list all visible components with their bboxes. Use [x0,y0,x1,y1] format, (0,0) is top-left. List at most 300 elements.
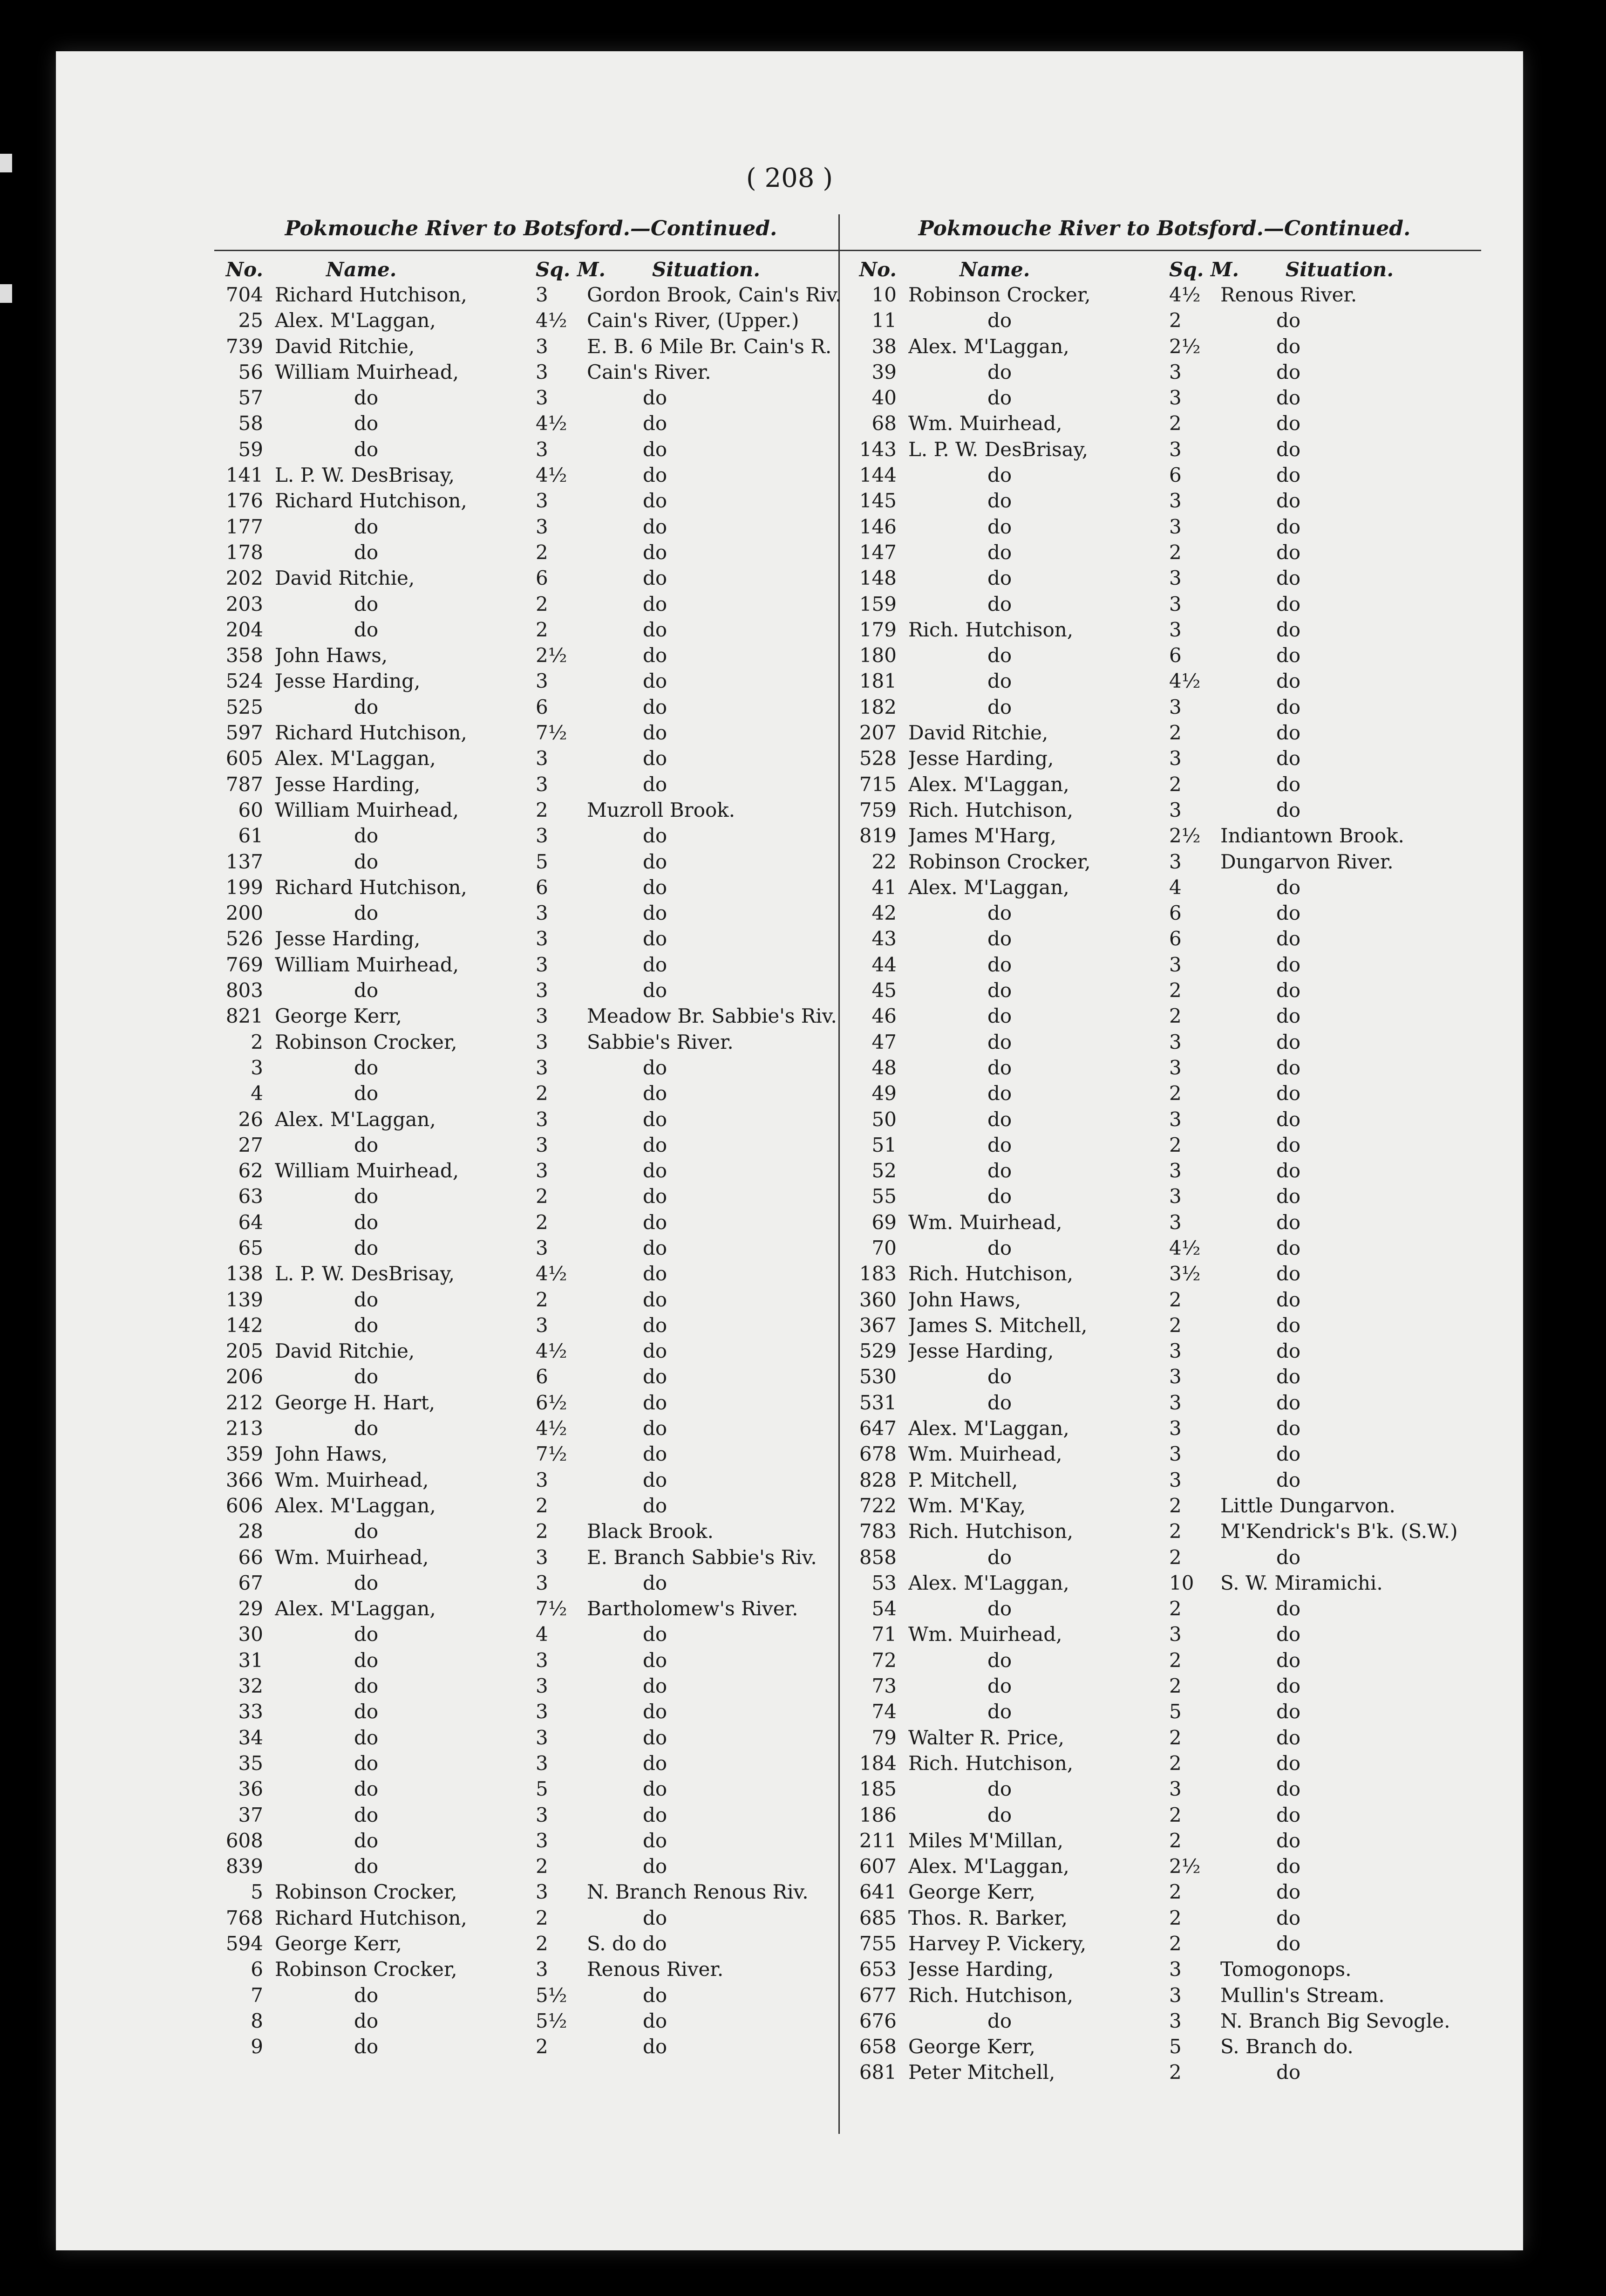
entry-name: Rich. Hutchison, [908,1983,1074,2007]
entry-name: do [987,1597,1012,1620]
table-row [848,1415,1481,1441]
entry-name: do [354,1082,379,1105]
entry-square-miles: 6 [1169,464,1182,487]
entry-number: 63 [238,1185,263,1208]
entry-square-miles: 2½ [536,644,567,667]
entry-situation: do [643,1365,667,1388]
table-row [214,308,848,333]
entry-square-miles: 3 [1169,437,1182,461]
entry-situation: do [643,540,667,564]
entry-name: Rich. Hutchison, [908,798,1074,821]
entry-number: 79 [871,1726,897,1749]
entry-name: Robinson Crocker, [908,283,1091,306]
entry-number: 31 [238,1648,263,1672]
table-row [848,1158,1481,1183]
entry-number: 203 [225,592,263,615]
entry-situation: do [1276,1726,1301,1749]
entry-situation: Renous River. [587,1958,724,1981]
entry-number: 38 [871,335,897,358]
entry-name: Peter Mitchell, [908,2061,1055,2084]
entry-number: 658 [859,2035,897,2058]
entry-name: do [987,1777,1012,1801]
entry-situation: do [643,721,667,745]
entry-name: Richard Hutchison, [275,283,467,306]
entry-number: 53 [871,1571,897,1594]
header-name: Name. [960,258,1030,281]
entry-square-miles: 3 [1169,1159,1182,1182]
entry-name: John Haws, [908,1288,1021,1311]
table-row [214,1802,848,1828]
entry-name: do [987,695,1012,718]
entry-square-miles: 3 [1169,1468,1182,1491]
entry-situation: N. Branch Renous Riv. [587,1880,809,1904]
entry-number: 27 [238,1133,263,1156]
entry-name: do [354,2009,379,2032]
entry-square-miles: 3 [536,1674,548,1698]
entry-situation: do [1276,695,1301,718]
entry-square-miles: 3 [536,283,548,306]
table-row [848,1596,1481,1621]
heading-rule [214,250,848,251]
entry-number: 677 [859,1983,897,2007]
entry-square-miles: 2 [536,1082,548,1105]
entry-name: do [987,1700,1012,1723]
table-row [848,1725,1481,1750]
entry-number: 524 [225,670,263,693]
entry-square-miles: 3 [536,489,548,512]
entry-situation: do [1276,1545,1301,1569]
entry-situation: do [1276,772,1301,796]
entry-square-miles: 3 [1169,592,1182,615]
entry-number: 74 [871,1700,897,1723]
entry-square-miles: 7½ [536,1597,567,1620]
table-row [214,745,848,771]
entry-situation: do [1276,1056,1301,1079]
entry-square-miles: 6 [536,695,548,718]
table-row [848,668,1481,694]
header-situation: Situation. [1286,258,1394,281]
entry-square-miles: 5½ [536,1983,567,2007]
entry-name: do [987,309,1012,332]
table-row [848,952,1481,977]
table-row [214,1879,848,1905]
entry-number: 52 [871,1159,897,1182]
table-row [214,1364,848,1389]
entry-number: 821 [225,1004,263,1028]
table-row [848,1390,1481,1415]
entry-situation: M'Kendrick's B'k. (S.W.) [1220,1520,1458,1543]
table-row [848,437,1481,462]
entry-name: Alex. M'Laggan, [908,1417,1069,1440]
entry-number: 715 [859,772,897,796]
entry-square-miles: 6 [1169,902,1182,925]
entry-square-miles: 3 [536,1726,548,1749]
entry-square-miles: 3 [536,1880,548,1904]
entry-name: do [354,824,379,847]
entry-situation: do [1276,309,1301,332]
entry-name: do [987,1803,1012,1826]
table-row [214,591,848,617]
entry-situation: do [1276,437,1301,461]
entry-square-miles: 2 [536,1932,548,1955]
entry-situation: do [1276,1288,1301,1311]
table-row [214,1596,848,1621]
entry-name: Wm. Muirhead, [908,1623,1062,1646]
entry-square-miles: 2 [1169,2061,1182,2084]
entry-name: do [987,1185,1012,1208]
entry-number: 50 [871,1107,897,1131]
table-row [848,823,1481,848]
entry-situation: N. Branch Big Sevogle. [1220,2009,1450,2032]
table-row [214,2034,848,2059]
entry-situation: Sabbie's River. [587,1030,734,1053]
entry-name: do [354,1365,379,1388]
table-row [214,1828,848,1853]
entry-name: do [354,1133,379,1156]
entry-name: John Haws, [275,1442,388,1466]
table-row [214,1441,848,1467]
entry-number: 176 [225,489,263,512]
entry-square-miles: 2 [536,1210,548,1234]
entry-name: Rich. Hutchison, [908,1520,1074,1543]
entry-name: Jesse Harding, [275,927,421,950]
entry-square-miles: 3 [1169,1391,1182,1414]
entry-square-miles: 3 [1169,515,1182,538]
table-row [848,1493,1481,1518]
table-row [214,565,848,591]
table-row [214,514,848,540]
entry-number: 525 [225,695,263,718]
entry-number: 141 [225,464,263,487]
entry-name: Jesse Harding, [908,1958,1054,1981]
entry-number: 159 [859,592,897,615]
table-row [848,1621,1481,1647]
entry-square-miles: 2 [536,1494,548,1517]
entry-situation: do [643,1442,667,1466]
entry-number: 526 [225,927,263,950]
entry-square-miles: 3 [1169,953,1182,976]
entry-situation: do [643,1494,667,1517]
entry-number: 360 [859,1288,897,1311]
entry-square-miles: 2 [536,1288,548,1311]
table-row [848,1982,1481,2008]
entry-situation: do [1276,386,1301,410]
header-no: No. [859,258,897,281]
table-row [848,410,1481,436]
entry-name: Wm. Muirhead, [908,1442,1062,1466]
entry-situation: do [1276,1468,1301,1491]
entry-name: George Kerr, [908,1880,1035,1904]
entry-number: 608 [225,1829,263,1852]
table-row [214,977,848,1003]
entry-number: 212 [225,1391,263,1414]
column-headers [214,258,848,282]
table-row [214,1029,848,1055]
entry-square-miles: 2 [536,592,548,615]
table-row [214,1055,848,1080]
entry-situation: do [1276,1648,1301,1672]
entry-name: Alex. M'Laggan, [908,335,1069,358]
entry-square-miles: 2 [1169,1674,1182,1698]
entry-name: James M'Harg, [908,824,1056,847]
entry-square-miles: 3 [536,953,548,976]
entry-square-miles: 3 [536,1545,548,1569]
entry-situation: do [1276,979,1301,1002]
entry-situation: do [1276,1674,1301,1698]
entry-situation: do [643,1623,667,1646]
entry-situation: do [1276,927,1301,950]
entry-situation: do [1276,1004,1301,1028]
entry-square-miles: 3 [1169,1623,1182,1646]
entry-situation: do [1276,1700,1301,1723]
table-row [848,926,1481,951]
entry-number: 29 [238,1597,263,1620]
entry-name: Thos. R. Barker, [908,1906,1068,1929]
entry-situation: do [1276,1880,1301,1904]
entry-situation: do [643,1983,667,2007]
entry-name: Wm. Muirhead, [908,1210,1062,1234]
entry-situation: do [1276,644,1301,667]
table-row [214,1390,848,1415]
entry-number: 62 [238,1159,263,1182]
entry-number: 678 [859,1442,897,1466]
entry-square-miles: 2 [1169,1520,1182,1543]
table-row [848,694,1481,720]
entry-situation: Tomogonops. [1220,1958,1352,1981]
entry-name: do [354,1623,379,1646]
entry-situation: S. Branch do. [1220,2035,1354,2058]
entry-number: 33 [238,1700,263,1723]
entry-square-miles: 3 [1169,1777,1182,1801]
entry-square-miles: 2 [1169,540,1182,564]
entry-square-miles: 7½ [536,721,567,745]
entry-situation: do [1276,1932,1301,1955]
entry-name: William Muirhead, [275,953,459,976]
entry-name: do [987,540,1012,564]
table-row [848,1647,1481,1673]
entry-situation: do [643,1777,667,1801]
table-row [848,334,1481,359]
table-row [848,1853,1481,1879]
entry-number: 186 [859,1803,897,1826]
entry-name: Wm. M'Kay, [908,1494,1026,1517]
entry-square-miles: 2½ [1169,824,1201,847]
page-number: ( 208 ) [746,163,833,193]
entry-situation: do [643,1288,667,1311]
entry-square-miles: 5 [536,1777,548,1801]
entry-situation: do [1276,1107,1301,1131]
entry-number: 179 [859,618,897,641]
entry-situation: do [1276,902,1301,925]
entry-situation: do [1276,2061,1301,2084]
entry-name: do [354,437,379,461]
entry-square-miles: 2 [536,618,548,641]
entry-square-miles: 3 [536,902,548,925]
column-headers [848,258,1481,282]
table-row [214,1183,848,1209]
entry-name: do [354,1313,379,1337]
entry-square-miles: 3 [536,1829,548,1852]
entry-name: John Haws, [275,644,388,667]
entry-number: 147 [859,540,897,564]
entry-name: do [354,386,379,410]
entry-square-miles: 3 [1169,1210,1182,1234]
entry-number: 769 [225,953,263,976]
table-row [848,1080,1481,1106]
entry-situation: do [643,695,667,718]
entry-name: do [987,1133,1012,1156]
entry-square-miles: 3 [536,1958,548,1981]
entry-situation: do [643,2035,667,2058]
entry-square-miles: 2 [1169,1829,1182,1852]
left-column [214,217,848,2059]
header-situation: Situation. [652,258,760,281]
entry-square-miles: 2½ [1169,1855,1201,1878]
entry-situation: do [1276,618,1301,641]
entry-square-miles: 2½ [1169,335,1201,358]
table-row [214,1570,848,1596]
entry-situation: do [643,927,667,950]
entry-number: 819 [859,824,897,847]
entry-name: William Muirhead, [275,360,459,383]
entry-number: 40 [871,386,897,410]
entry-name: do [987,979,1012,1002]
entry-number: 528 [859,747,897,770]
entry-situation: Cain's River, (Upper.) [587,309,799,332]
table-row [214,668,848,694]
right-rows [848,282,1481,2085]
table-row [214,1132,848,1158]
entry-number: 54 [871,1597,897,1620]
table-row [848,1441,1481,1467]
entry-situation: do [1276,798,1301,821]
table-row [848,1364,1481,1389]
entry-square-miles: 3 [1169,1365,1182,1388]
entry-square-miles: 2 [1169,1004,1182,1028]
entry-number: 43 [871,927,897,950]
entry-square-miles: 2 [536,1906,548,1929]
entry-square-miles: 2 [536,1185,548,1208]
entry-situation: do [643,515,667,538]
entry-situation: do [1276,1906,1301,1929]
entry-name: Robinson Crocker, [908,850,1091,873]
entry-square-miles: 2 [1169,1494,1182,1517]
entry-number: 144 [859,464,897,487]
table-row [214,642,848,668]
table-row [848,1338,1481,1364]
entry-name: do [987,592,1012,615]
entry-situation: do [1276,1751,1301,1775]
table-row [214,1931,848,1956]
entry-square-miles: 2 [1169,1932,1182,1955]
entry-situation: Dungarvon River. [1220,850,1394,873]
entry-number: 56 [238,360,263,383]
entry-number: 11 [871,309,897,332]
entry-name: do [354,1855,379,1878]
entry-situation: do [643,1107,667,1131]
entry-number: 36 [238,1777,263,1801]
entry-situation: Black Brook. [587,1520,714,1543]
entry-square-miles: 3 [536,1648,548,1672]
entry-situation: do [1276,670,1301,693]
table-row [848,1750,1481,1776]
entry-number: 44 [871,953,897,976]
entry-situation: do [643,1417,667,1440]
entry-situation: do [643,644,667,667]
header-name: Name. [326,258,397,281]
entry-square-miles: 4½ [1169,283,1201,306]
entry-number: 73 [871,1674,897,1698]
entry-square-miles: 4 [536,1623,548,1646]
table-row [848,1210,1481,1235]
entry-number: 2 [251,1030,263,1053]
entry-square-miles: 3 [1169,747,1182,770]
entry-square-miles: 3 [536,927,548,950]
entry-situation: do [1276,1236,1301,1259]
entry-name: Richard Hutchison, [275,1906,467,1929]
entry-name: do [354,1674,379,1698]
entry-name: Walter R. Price, [908,1726,1064,1749]
entry-number: 72 [871,1648,897,1672]
entry-name: Rich. Hutchison, [908,618,1074,641]
entry-number: 67 [238,1571,263,1594]
entry-name: do [987,515,1012,538]
entry-name: Alex. M'Laggan, [275,309,436,332]
entry-name: George Kerr, [275,1004,402,1028]
entry-number: 69 [871,1210,897,1234]
entry-situation: do [1276,1829,1301,1852]
table-row [214,1544,848,1570]
table-row [848,308,1481,333]
entry-square-miles: 3 [1169,850,1182,873]
table-row [848,1802,1481,1828]
entry-number: 202 [225,567,263,590]
entry-name: do [987,644,1012,667]
table-row [214,1750,848,1776]
table-row [214,1312,848,1338]
entry-situation: do [643,875,667,899]
entry-number: 139 [225,1288,263,1311]
entry-situation: do [643,1056,667,1079]
entry-number: 137 [225,850,263,873]
entry-number: 681 [859,2061,897,2084]
table-row [214,772,848,797]
entry-situation: do [643,412,667,435]
entry-name: Jesse Harding, [908,747,1054,770]
table-row [214,334,848,359]
entry-situation: do [643,1082,667,1105]
table-row [214,926,848,951]
entry-name: do [354,1571,379,1594]
table-row [848,1235,1481,1261]
entry-situation: do [643,1674,667,1698]
table-row [214,1003,848,1029]
entry-number: 183 [859,1262,897,1285]
entry-name: George Kerr, [275,1932,402,1955]
table-row [214,1287,848,1312]
entry-square-miles: 3 [1169,1983,1182,2007]
entry-situation: do [643,979,667,1002]
entry-name: do [987,1545,1012,1569]
entry-number: 653 [859,1958,897,1981]
entry-name: do [354,850,379,873]
entry-number: 858 [859,1545,897,1569]
entry-square-miles: 5½ [536,2009,567,2032]
table-row [848,1003,1481,1029]
entry-square-miles: 3 [1169,1339,1182,1363]
entry-name: do [987,1107,1012,1131]
entry-number: 71 [871,1623,897,1646]
